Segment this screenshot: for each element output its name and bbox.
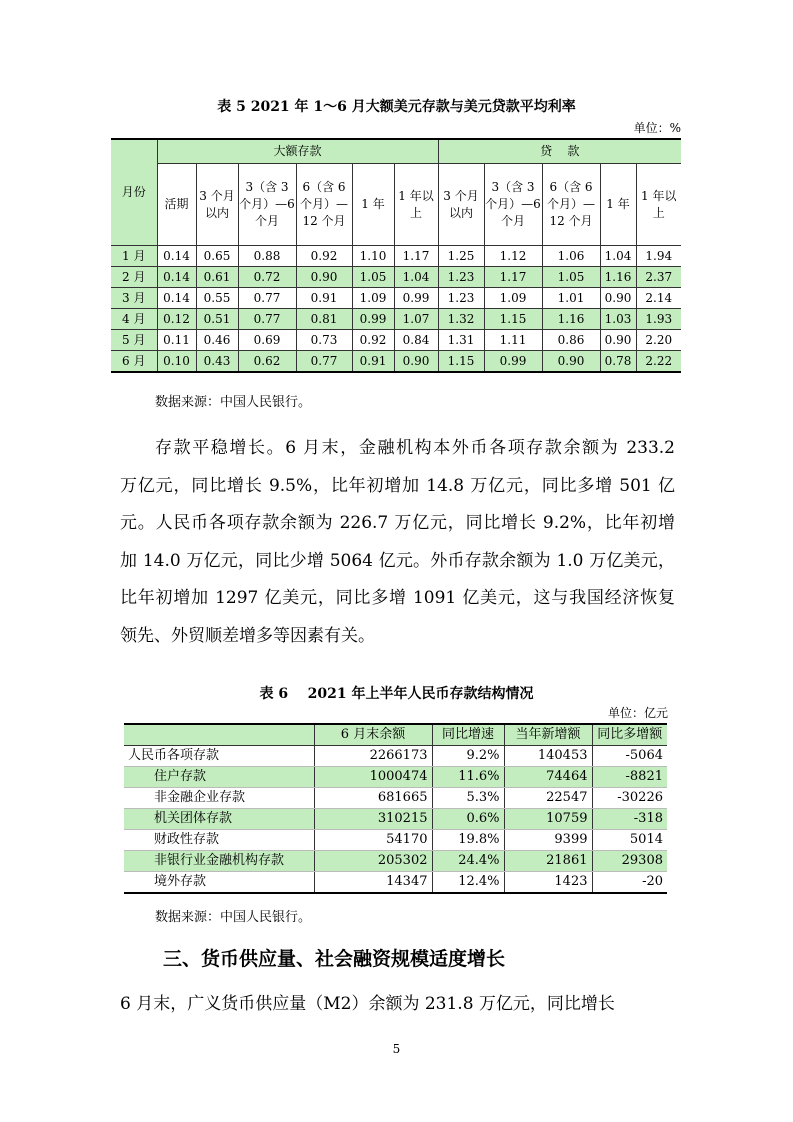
value-cell: 19.8%	[432, 830, 504, 851]
month-cell: 2 月	[111, 267, 157, 288]
loan-col-header: 3（含 3 个月）—6 个月	[484, 164, 542, 246]
table-row	[124, 872, 667, 894]
rate-cell: 0.62	[238, 351, 296, 373]
month-cell: 6 月	[111, 351, 157, 373]
table-row	[124, 767, 667, 788]
rate-cell: 0.65	[196, 246, 238, 267]
rate-cell: 1.09	[352, 288, 394, 309]
loan-col-header: 1 年以上	[636, 164, 681, 246]
table-row	[111, 351, 681, 373]
value-cell: 29308	[592, 851, 667, 872]
value-cell: 1000474	[314, 767, 432, 788]
value-cell: 22547	[504, 788, 592, 809]
value-cell: 681665	[314, 788, 432, 809]
rate-cell: 1.04	[600, 246, 636, 267]
deposit-group-header: 大额存款	[157, 139, 438, 164]
value-cell: -20	[592, 872, 667, 894]
value-cell: 9.2%	[432, 746, 504, 767]
table-row	[111, 309, 681, 330]
rate-cell: 1.23	[438, 267, 484, 288]
rate-cell: 1.25	[438, 246, 484, 267]
rate-cell: 0.14	[157, 288, 196, 309]
table6-col-header: 当年新增额	[504, 724, 592, 746]
rate-cell: 1.05	[542, 267, 600, 288]
value-cell: 140453	[504, 746, 592, 767]
rate-cell: 0.90	[600, 288, 636, 309]
table6-col-header: 同比多增额	[592, 724, 667, 746]
deposit-type-cell: 人民币各项存款	[124, 746, 314, 767]
rate-cell: 1.05	[352, 267, 394, 288]
rate-cell: 0.46	[196, 330, 238, 351]
rate-cell: 1.17	[394, 246, 438, 267]
rate-cell: 0.90	[394, 351, 438, 373]
rate-cell: 0.69	[238, 330, 296, 351]
value-cell: 14347	[314, 872, 432, 894]
rate-cell: 2.37	[636, 267, 681, 288]
rate-cell: 2.22	[636, 351, 681, 373]
month-cell: 5 月	[111, 330, 157, 351]
deposit-type-cell: 住户存款	[124, 767, 314, 788]
paragraph-line: 比年初增加 1297 亿美元，同比多增 1091 亿美元，这与我国经济恢复	[120, 588, 675, 609]
rate-cell: 0.99	[484, 351, 542, 373]
deposit-col-header: 3 个月以内	[196, 164, 238, 246]
rate-cell: 0.10	[157, 351, 196, 373]
loan-col-header: 6（含 6 个月）—12 个月	[542, 164, 600, 246]
deposit-col-header: 3（含 3 个月）—6 个月	[238, 164, 296, 246]
rate-cell: 0.77	[296, 351, 352, 373]
rate-cell: 1.16	[542, 309, 600, 330]
rate-cell: 2.20	[636, 330, 681, 351]
table6-header-row	[124, 724, 667, 746]
rate-cell: 0.99	[394, 288, 438, 309]
table-row	[124, 830, 667, 851]
rate-cell: 1.09	[484, 288, 542, 309]
rate-cell: 1.10	[352, 246, 394, 267]
value-cell: 11.6%	[432, 767, 504, 788]
rate-cell: 0.78	[600, 351, 636, 373]
value-cell: 5014	[592, 830, 667, 851]
value-cell: 310215	[314, 809, 432, 830]
value-cell: 0.6%	[432, 809, 504, 830]
rate-cell: 0.91	[296, 288, 352, 309]
value-cell: 9399	[504, 830, 592, 851]
deposit-type-cell: 境外存款	[124, 872, 314, 894]
value-cell: 5.3%	[432, 788, 504, 809]
page-number: 5	[392, 1042, 401, 1056]
rate-cell: 0.90	[542, 351, 600, 373]
rate-cell: 2.14	[636, 288, 681, 309]
value-cell: -30226	[592, 788, 667, 809]
rate-cell: 0.90	[296, 267, 352, 288]
rate-cell: 1.06	[542, 246, 600, 267]
table-row	[111, 267, 681, 288]
section-heading: 三、货币供应量、社会融资规模适度增长	[163, 948, 506, 970]
rate-cell: 0.77	[238, 288, 296, 309]
rate-cell: 0.51	[196, 309, 238, 330]
rate-cell: 0.81	[296, 309, 352, 330]
rate-cell: 0.73	[296, 330, 352, 351]
rate-cell: 0.77	[238, 309, 296, 330]
value-cell: 54170	[314, 830, 432, 851]
rate-cell: 1.93	[636, 309, 681, 330]
rate-cell: 0.12	[157, 309, 196, 330]
rate-cell: 0.92	[296, 246, 352, 267]
table-row	[124, 746, 667, 767]
paragraph-line: 领先、外贸顺差增多等因素有关。	[120, 626, 375, 646]
rate-cell: 0.86	[542, 330, 600, 351]
table6-unit: 单位：亿元	[607, 706, 668, 720]
month-header: 月份	[111, 139, 157, 246]
value-cell: 2266173	[314, 746, 432, 767]
deposit-col-header: 活期	[157, 164, 196, 246]
paragraph-line: 万亿元，同比增长 9.5%，比年初增加 14.8 万亿元，同比多增 501 亿	[120, 475, 675, 496]
table5	[111, 138, 681, 373]
table-row	[111, 288, 681, 309]
value-cell: 12.4%	[432, 872, 504, 894]
paragraph-line: 加 14.0 万亿元，同比少增 5064 亿元。外币存款余额为 1.0 万亿美元，	[120, 550, 675, 571]
paragraph-line: 元。人民币各项存款余额为 226.7 万亿元，同比增长 9.2%，比年初增	[120, 513, 675, 534]
rate-cell: 1.32	[438, 309, 484, 330]
rate-cell: 1.23	[438, 288, 484, 309]
loan-col-header: 1 年	[600, 164, 636, 246]
rate-cell: 0.72	[238, 267, 296, 288]
rate-cell: 1.94	[636, 246, 681, 267]
rate-cell: 1.12	[484, 246, 542, 267]
deposit-type-cell: 财政性存款	[124, 830, 314, 851]
table5-title: 表 5 2021 年 1～6 月大额美元存款与美元贷款平均利率	[217, 99, 576, 115]
table-row	[124, 809, 667, 830]
table6-source: 数据来源：中国人民银行。	[155, 910, 312, 925]
rate-cell: 1.15	[438, 351, 484, 373]
deposit-type-cell: 机关团体存款	[124, 809, 314, 830]
value-cell: 205302	[314, 851, 432, 872]
month-cell: 3 月	[111, 288, 157, 309]
rate-cell: 1.11	[484, 330, 542, 351]
rate-cell: 0.92	[352, 330, 394, 351]
table6-col-header	[124, 724, 314, 746]
rate-cell: 0.91	[352, 351, 394, 373]
table5-source: 数据来源：中国人民银行。	[155, 395, 312, 410]
deposit-col-header: 1 年	[352, 164, 394, 246]
rate-cell: 1.04	[394, 267, 438, 288]
value-cell: -8821	[592, 767, 667, 788]
value-cell: 24.4%	[432, 851, 504, 872]
rate-cell: 0.43	[196, 351, 238, 373]
table-row	[111, 330, 681, 351]
table-row	[111, 246, 681, 267]
value-cell: 74464	[504, 767, 592, 788]
value-cell: -5064	[592, 746, 667, 767]
rate-cell: 0.84	[394, 330, 438, 351]
rate-cell: 0.11	[157, 330, 196, 351]
table-row	[124, 788, 667, 809]
table6	[124, 723, 667, 894]
paragraph-m2: 6 月末，广义货币供应量（M2）余额为 231.8 万亿元，同比增长	[120, 994, 615, 1014]
deposit-col-header: 6（含 6 个月）—12 个月	[296, 164, 352, 246]
table5-unit: 单位：%	[633, 121, 681, 135]
rate-cell: 1.01	[542, 288, 600, 309]
loan-group-header: 贷 款	[438, 139, 681, 164]
table-row	[124, 851, 667, 872]
deposit-type-cell: 非银行业金融机构存款	[124, 851, 314, 872]
rate-cell: 1.15	[484, 309, 542, 330]
loan-col-header: 3 个月以内	[438, 164, 484, 246]
rate-cell: 0.61	[196, 267, 238, 288]
deposit-col-header: 1 年以上	[394, 164, 438, 246]
table6-col-header: 同比增速	[432, 724, 504, 746]
value-cell: -318	[592, 809, 667, 830]
rate-cell: 0.55	[196, 288, 238, 309]
value-cell: 1423	[504, 872, 592, 894]
rate-cell: 1.07	[394, 309, 438, 330]
rate-cell: 0.88	[238, 246, 296, 267]
table6-title: 表 6 2021 年上半年人民币存款结构情况	[259, 686, 534, 702]
paragraph-line: 存款平稳增长。6 月末，金融机构本外币各项存款余额为 233.2	[155, 438, 675, 458]
month-cell: 1 月	[111, 246, 157, 267]
rate-cell: 0.14	[157, 267, 196, 288]
rate-cell: 0.14	[157, 246, 196, 267]
month-cell: 4 月	[111, 309, 157, 330]
value-cell: 10759	[504, 809, 592, 830]
rate-cell: 1.03	[600, 309, 636, 330]
rate-cell: 1.31	[438, 330, 484, 351]
table6-col-header: 6 月末余额	[314, 724, 432, 746]
rate-cell: 1.16	[600, 267, 636, 288]
rate-cell: 1.17	[484, 267, 542, 288]
deposit-type-cell: 非金融企业存款	[124, 788, 314, 809]
value-cell: 21861	[504, 851, 592, 872]
rate-cell: 0.99	[352, 309, 394, 330]
rate-cell: 0.90	[600, 330, 636, 351]
